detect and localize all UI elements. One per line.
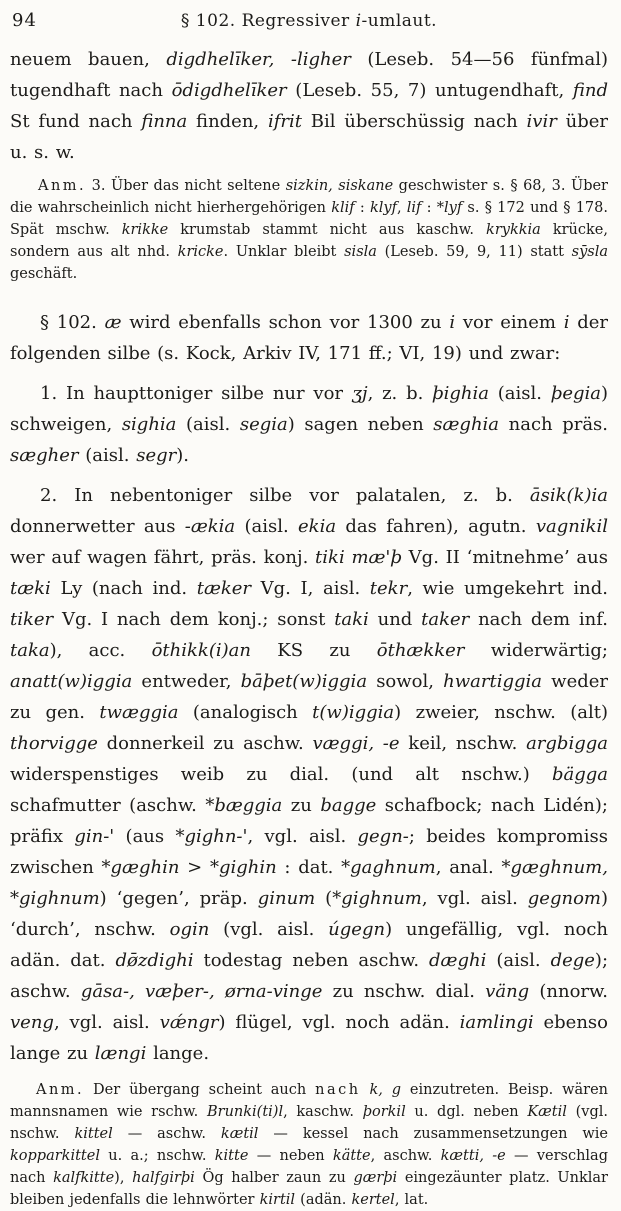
text-segment: kittel	[74, 1126, 113, 1142]
text-segment: tekr	[369, 578, 408, 599]
text-segment: krumstab stammt nicht aus kaschw.	[168, 222, 487, 238]
text-segment: Anm.	[36, 1082, 85, 1098]
text-segment: *gighin	[209, 857, 277, 878]
text-segment: *gæghnum, *gighnum	[10, 857, 608, 909]
text-segment: , kaschw.	[283, 1104, 363, 1120]
text-segment: taka	[10, 640, 50, 661]
text-segment: Anm.	[38, 178, 87, 194]
section-102-intro	[10, 307, 608, 369]
text-segment: ōthikk(i)an	[151, 640, 251, 661]
text-segment: væggi, -e	[312, 733, 400, 754]
text-segment: Kætil	[527, 1104, 567, 1120]
text-segment: Ly (nach ind.	[50, 578, 197, 599]
text-segment: , vgl. aisl.	[247, 826, 358, 847]
text-segment: (aisl.	[489, 383, 551, 404]
text-segment: das fahren), agutn.	[336, 516, 536, 537]
text-segment: (vgl. nschw.	[10, 1104, 608, 1142]
text-segment: gin-'	[74, 826, 115, 847]
text-segment: (Leseb. 54—56 fünfmal) tugendhaft nach	[10, 49, 608, 101]
text-segment: klyf	[369, 200, 397, 216]
text-segment: (aisl.	[235, 516, 299, 537]
text-segment: , lat.	[394, 1192, 429, 1208]
text-segment: gegnom	[527, 888, 601, 909]
text-segment: (aus	[114, 826, 176, 847]
text-segment: widerspenstiges weib zu dial. (und alt nschw.)	[10, 764, 552, 785]
text-segment: (Leseb. 59, 9, 11) statt	[376, 244, 572, 260]
text-segment: tiki mæ'þ	[315, 547, 402, 568]
text-segment: zu	[282, 795, 321, 816]
text-segment: krykkia	[486, 222, 541, 238]
text-segment: hwartiggia	[443, 671, 543, 692]
text-segment: argbigga	[526, 733, 608, 754]
text-segment: (nnorw.	[529, 981, 609, 1002]
text-segment: lange.	[146, 1043, 210, 1064]
text-segment: , anal.	[435, 857, 502, 878]
text-segment: ,	[396, 200, 407, 216]
text-segment: ʒj	[351, 383, 368, 404]
text-segment: bagge	[320, 795, 377, 816]
text-segment: nach	[315, 1082, 361, 1098]
text-segment: tæki	[10, 578, 51, 599]
text-segment: :	[354, 200, 370, 216]
text-segment: Brunki(ti)l	[206, 1104, 284, 1120]
text-segment: taker	[421, 609, 470, 630]
text-segment: dege	[550, 950, 595, 971]
text-segment: segr	[136, 445, 177, 466]
text-segment: neuem bauen,	[10, 49, 167, 70]
text-segment: eingezäunter platz. Unklar bleiben jedenfalls die lehnwörter	[10, 1170, 608, 1208]
list-item-2	[10, 480, 608, 1069]
text-segment: Vg. I nach dem konj.; sonst	[53, 609, 335, 630]
text-segment: taki	[334, 609, 369, 630]
text-segment: geschäft.	[10, 266, 78, 282]
text-segment: Vg. I, aisl.	[251, 578, 370, 599]
text-segment: Bil überschüssig nach	[301, 111, 527, 132]
text-segment: kirtil	[259, 1192, 296, 1208]
text-segment: -umlaut.	[361, 11, 438, 31]
text-segment: (	[315, 888, 333, 909]
text-segment: ); aschw.	[10, 950, 609, 1002]
paragraph-continuation	[10, 44, 608, 168]
text-segment: i	[355, 11, 362, 31]
text-segment: sisla	[344, 244, 377, 260]
text-segment: sighia	[121, 414, 177, 435]
text-segment: kalfkitte	[53, 1170, 115, 1186]
text-segment: þegia	[550, 383, 601, 404]
text-segment: krikke	[121, 222, 169, 238]
text-segment: kætil	[220, 1126, 259, 1142]
text-segment: , vgl. aisl.	[53, 1012, 160, 1033]
text-segment: thorvigge	[10, 733, 98, 754]
text-segment: bāþet(w)iggia	[240, 671, 368, 692]
text-segment: nach präs.	[499, 414, 609, 435]
text-segment: vor einem	[455, 312, 564, 333]
text-segment: -ækia	[184, 516, 236, 537]
text-segment: lyf	[444, 200, 463, 216]
text-segment: keil, nschw.	[399, 733, 527, 754]
text-segment: , vgl. aisl.	[421, 888, 528, 909]
text-segment: (aisl.	[486, 950, 551, 971]
text-segment: krücke, sondern aus alt nhd.	[10, 222, 608, 260]
text-segment: finna	[141, 111, 188, 132]
text-segment: segia	[239, 414, 288, 435]
text-segment: *gighnum	[332, 888, 422, 909]
text-segment: todestag neben aschw.	[193, 950, 430, 971]
text-segment: >	[179, 857, 210, 878]
text-segment: ogin	[169, 919, 210, 940]
text-segment: ) zweier, nschw. (alt)	[394, 702, 608, 723]
text-segment: *bæggia	[205, 795, 283, 816]
text-segment: einzutreten. Beisp. wären mannsnamen wie rschw.	[10, 1082, 609, 1120]
page-header	[10, 8, 608, 34]
text-segment: (Leseb. 55, 7) untugendhaft,	[286, 80, 573, 101]
text-segment: u. dgl. neben	[405, 1104, 528, 1120]
text-segment: ).	[176, 445, 189, 466]
text-segment: veng	[10, 1012, 54, 1033]
text-segment: vagnikil	[535, 516, 609, 537]
text-segment: § 102. Regressiver	[180, 11, 356, 31]
text-segment: wer auf wagen fährt, präs. konj.	[10, 547, 316, 568]
text-segment: (aisl.	[78, 445, 137, 466]
text-segment: digdhelīker, -ligher	[166, 49, 351, 70]
text-segment: väng	[485, 981, 530, 1002]
text-segment: weder zu gen.	[10, 671, 609, 723]
note-anm-final	[10, 1079, 608, 1211]
text-segment: 2. In nebentoniger silbe vor palatalen, z. b.	[40, 485, 530, 506]
text-segment: ),	[114, 1170, 133, 1186]
text-segment: ; beides kompromiss zwischen	[10, 826, 608, 878]
text-segment: 3. Über das nicht seltene	[86, 178, 286, 194]
text-segment: schafmutter (aschw.	[10, 795, 206, 816]
text-segment: kricke	[177, 244, 224, 260]
text-segment: dø̄zdighi	[115, 950, 194, 971]
text-segment: ōthækker	[376, 640, 465, 661]
text-segment: entweder,	[132, 671, 241, 692]
text-segment: : *	[421, 200, 445, 216]
text-segment: æ	[104, 312, 122, 333]
text-segment: (adän.	[295, 1192, 352, 1208]
text-segment: *gighn-'	[175, 826, 248, 847]
text-segment: twæggia	[99, 702, 179, 723]
text-segment: Der übergang scheint auch	[84, 1082, 316, 1098]
text-segment: donnerkeil zu aschw.	[97, 733, 313, 754]
text-segment: gegn-	[357, 826, 409, 847]
text-segment: halfgirþi	[132, 1170, 195, 1186]
text-segment: (vgl. aisl.	[209, 919, 329, 940]
page-number: 94	[12, 10, 37, 31]
text-segment: *gæghin	[101, 857, 180, 878]
text-segment: þorkil	[362, 1104, 406, 1120]
text-segment: sægher	[10, 445, 79, 466]
text-segment: Vg. II ‘mitnehme’ aus	[401, 547, 608, 568]
text-segment: sȳsla	[571, 244, 608, 260]
text-segment: (aisl.	[176, 414, 240, 435]
text-segment: kitte	[214, 1148, 249, 1164]
text-segment: þighia	[432, 383, 489, 404]
text-segment: find	[572, 80, 608, 101]
text-segment: ) flügel, vgl. noch adän.	[218, 1012, 460, 1033]
list-item-1	[10, 378, 608, 471]
text-segment: anatt(w)iggia	[10, 671, 133, 692]
text-segment: ōdigdhelīker	[171, 80, 287, 101]
text-segment: ) schweigen,	[10, 383, 609, 435]
text-segment: (analogisch	[178, 702, 313, 723]
text-segment: 1. In haupttoniger silbe nur vor	[40, 383, 352, 404]
text-segment: widerwärtig;	[464, 640, 608, 661]
note-anm-3	[10, 175, 608, 285]
text-segment: gærþi	[353, 1170, 398, 1186]
text-segment: s. § 172 und § 178. Spät mschw.	[10, 200, 608, 238]
text-segment: wird ebenfalls schon vor 1300 zu	[121, 312, 450, 333]
text-segment: und	[368, 609, 422, 630]
text-segment: i	[563, 312, 570, 333]
text-segment: , wie umgekehrt ind.	[407, 578, 609, 599]
text-segment: § 102.	[40, 312, 105, 333]
text-segment: gāsa-, væþer-, ørna-vinge	[80, 981, 323, 1002]
text-segment: sæghia	[433, 414, 500, 435]
running-title	[10, 8, 608, 34]
text-segment: finden,	[187, 111, 268, 132]
text-segment: kopparkittel	[10, 1148, 100, 1164]
text-segment: kætti, -e	[440, 1148, 506, 1164]
text-segment: sowol,	[367, 671, 444, 692]
text-segment: . Unklar bleibt	[223, 244, 345, 260]
text-segment: *gaghnum	[341, 857, 436, 878]
text-segment: tæker	[196, 578, 252, 599]
text-segment: ekia	[298, 516, 337, 537]
text-segment: ivir	[526, 111, 557, 132]
text-segment: geschwister s. § 68, 3. Über die wahrscheinlich nicht hierhergehörigen	[10, 178, 608, 216]
text-segment: k, g	[369, 1082, 402, 1098]
text-segment: zu nschw. dial.	[322, 981, 486, 1002]
text-segment: tiker	[10, 609, 54, 630]
text-segment: über u. s. w.	[10, 111, 608, 163]
text-segment: úgegn	[328, 919, 386, 940]
text-segment: kertel	[351, 1192, 395, 1208]
text-segment: ) ‘gegen’, präp.	[99, 888, 258, 909]
text-segment: — aschw.	[112, 1126, 221, 1142]
text-segment: — verschlag nach	[10, 1148, 608, 1186]
text-segment: nach dem inf.	[469, 609, 609, 630]
text-segment: , z. b.	[367, 383, 433, 404]
text-segment: i	[449, 312, 456, 333]
text-segment: ginum	[257, 888, 316, 909]
text-segment: KS zu	[250, 640, 377, 661]
text-segment: ) ‘durch’, nschw.	[10, 888, 609, 940]
text-segment: , aschw.	[370, 1148, 441, 1164]
text-segment: iamlingi	[459, 1012, 534, 1033]
text-segment: kätte	[332, 1148, 371, 1164]
text-segment: — kessel nach zusammensetzungen wie	[258, 1126, 608, 1142]
text-segment: u. a.; nschw.	[99, 1148, 215, 1164]
text-segment: ) sagen neben	[287, 414, 434, 435]
text-segment: āsik(k)ia	[529, 485, 608, 506]
text-segment: lif	[406, 200, 422, 216]
text-segment: dæghi	[429, 950, 487, 971]
text-segment: — neben	[248, 1148, 333, 1164]
text-segment: ), acc.	[49, 640, 152, 661]
text-segment: længi	[94, 1043, 147, 1064]
text-segment: St fund nach	[10, 111, 142, 132]
text-segment: klif	[331, 200, 355, 216]
text-segment: : dat.	[276, 857, 342, 878]
text-segment: der folgenden silbe (s. Kock, Arkiv IV, 171 ff.; VI, 19) und zwar:	[10, 312, 608, 364]
text-segment: bägga	[551, 764, 608, 785]
text-segment: sizkin, siskane	[285, 178, 394, 194]
text-segment: t(w)iggia	[312, 702, 395, 723]
text-segment: schafbock; nach Lidén); präfix	[10, 795, 608, 847]
text-segment: Ög halber zaun zu	[194, 1170, 354, 1186]
text-segment: ifrit	[267, 111, 302, 132]
text-segment: ) ungefällig, vgl. noch adän. dat.	[10, 919, 609, 971]
text-segment: donnerwetter aus	[10, 516, 185, 537]
text-segment: ebenso lange zu	[10, 1012, 608, 1064]
text-segment: vǽngr	[159, 1012, 219, 1033]
